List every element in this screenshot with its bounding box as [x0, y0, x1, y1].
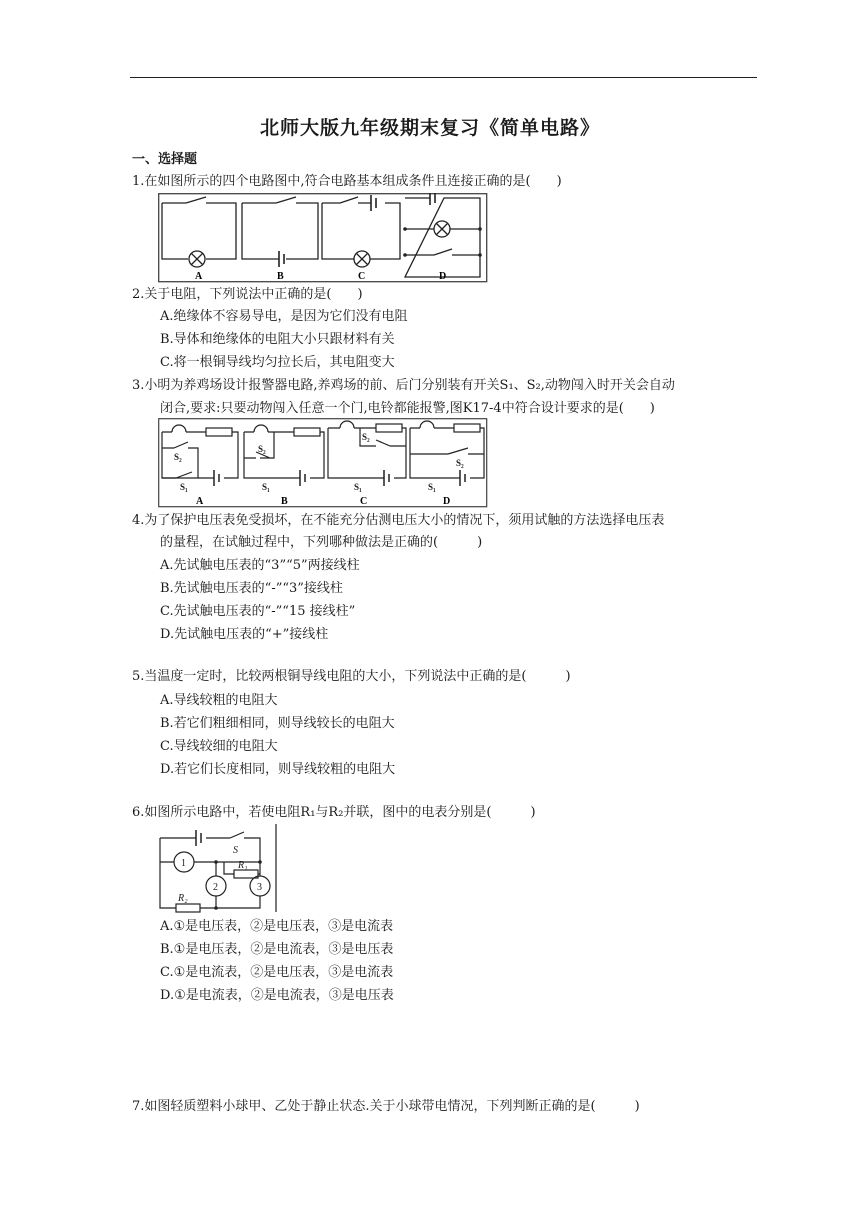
svg-text:S₂: S₂ — [456, 458, 464, 468]
figure-label-d: D — [439, 271, 447, 282]
page-title: 北师大版九年级期末复习《简单电路》 — [259, 117, 600, 139]
question-5-text: 5.当温度一定时，比较两根铜导线电阻的大小，下列说法中正确的是( ) — [132, 669, 571, 684]
svg-text:S₁: S₁ — [354, 482, 362, 492]
figure-label-c: C — [360, 496, 368, 507]
alarm-circuit-diagrams — [158, 418, 488, 508]
figure-label-a: A — [195, 271, 203, 282]
question-2-option-c: C.将一根铜导线均匀拉长后，其电阻变大 — [160, 355, 395, 370]
question-7-text: 7.如图轻质塑料小球甲、乙处于静止状态.关于小球带电情况，下列判断正确的是( ) — [132, 1099, 640, 1114]
question-1-figure — [158, 193, 488, 283]
question-2-option-a: A.绝缘体不容易导电，是因为它们没有电阻 — [160, 309, 408, 324]
question-4-option-b: B.先试触电压表的“-”“3”接线柱 — [160, 581, 343, 596]
meter-3-label: 3 — [257, 882, 262, 893]
question-6-option-a: A.①是电压表，②是电压表，③是电流表 — [160, 919, 394, 934]
switch-label: S — [233, 845, 238, 856]
meter-2-label: 2 — [213, 882, 218, 893]
svg-text:S₁: S₁ — [262, 482, 270, 492]
question-6-figure — [158, 824, 280, 914]
question-6-text: 6.如图所示电路中，若使电阻R₁与R₂并联，图中的电表分别是( ) — [132, 805, 536, 820]
circuit-diagram-set-1 — [158, 193, 488, 283]
svg-text:S₂: S₂ — [258, 444, 266, 454]
question-1-text: 1.在如图所示的四个电路图中,符合电路基本组成条件且连接正确的是( ) — [132, 174, 562, 189]
question-4-option-c: C.先试触电压表的“-”“15 接线柱” — [160, 604, 356, 619]
question-5-option-b: B.若它们粗细相同，则导线较长的电阻大 — [160, 716, 395, 731]
question-2-text: 2.关于电阻，下列说法中正确的是( ) — [132, 287, 363, 302]
question-6-option-b: B.①是电压表，②是电流表，③是电压表 — [160, 942, 394, 957]
section-heading: 一、选择题 — [132, 152, 198, 167]
question-3-figure — [158, 418, 488, 508]
question-4-option-a: A.先试触电压表的“3”“5”两接线柱 — [160, 558, 360, 573]
svg-text:S₂: S₂ — [362, 432, 370, 442]
question-2-option-b: B.导体和绝缘体的电阻大小只跟材料有关 — [160, 332, 395, 347]
question-3-text-line-2: 闭合,要求:只要动物闯入任意一个门,电铃都能报警,图K17-4中符合设计要求的是( ) — [160, 401, 655, 416]
question-5-option-d: D.若它们长度相同，则导线较粗的电阻大 — [160, 762, 396, 777]
parallel-resistor-circuit — [158, 824, 280, 914]
question-3-text-line-1: 3.小明为养鸡场设计报警器电路,养鸡场的前、后门分别装有开关S₁、S₂,动物闯入时开关会自动 — [132, 378, 675, 393]
question-5-option-a: A.导线较粗的电阻大 — [160, 693, 278, 708]
header-rule — [130, 77, 757, 78]
question-4-text-line-2: 的量程，在试触过程中，下列哪种做法是正确的( ) — [160, 535, 483, 550]
question-4-text-line-1: 4.为了保护电压表免受损坏，在不能充分估测电压大小的情况下，须用试触的方法选择电压表 — [132, 513, 665, 528]
svg-text:S₁: S₁ — [180, 482, 188, 492]
figure-label-c: C — [358, 271, 366, 282]
meter-1-label: 1 — [181, 858, 186, 869]
question-6-option-d: D.①是电流表，②是电流表，③是电压表 — [160, 988, 394, 1003]
question-4-option-d: D.先试触电压表的“+”接线柱 — [160, 627, 329, 642]
svg-text:S₂: S₂ — [174, 452, 182, 462]
resistor-1-label: R₁ — [238, 860, 248, 871]
figure-label-b: B — [277, 271, 284, 282]
figure-label-b: B — [281, 496, 288, 507]
figure-label-a: A — [196, 496, 204, 507]
question-6-option-c: C.①是电流表，②是电压表，③是电流表 — [160, 965, 394, 980]
question-5-option-c: C.导线较细的电阻大 — [160, 739, 278, 754]
svg-text:S₁: S₁ — [428, 482, 436, 492]
resistor-2-label: R₂ — [178, 893, 188, 904]
figure-label-d: D — [443, 496, 451, 507]
